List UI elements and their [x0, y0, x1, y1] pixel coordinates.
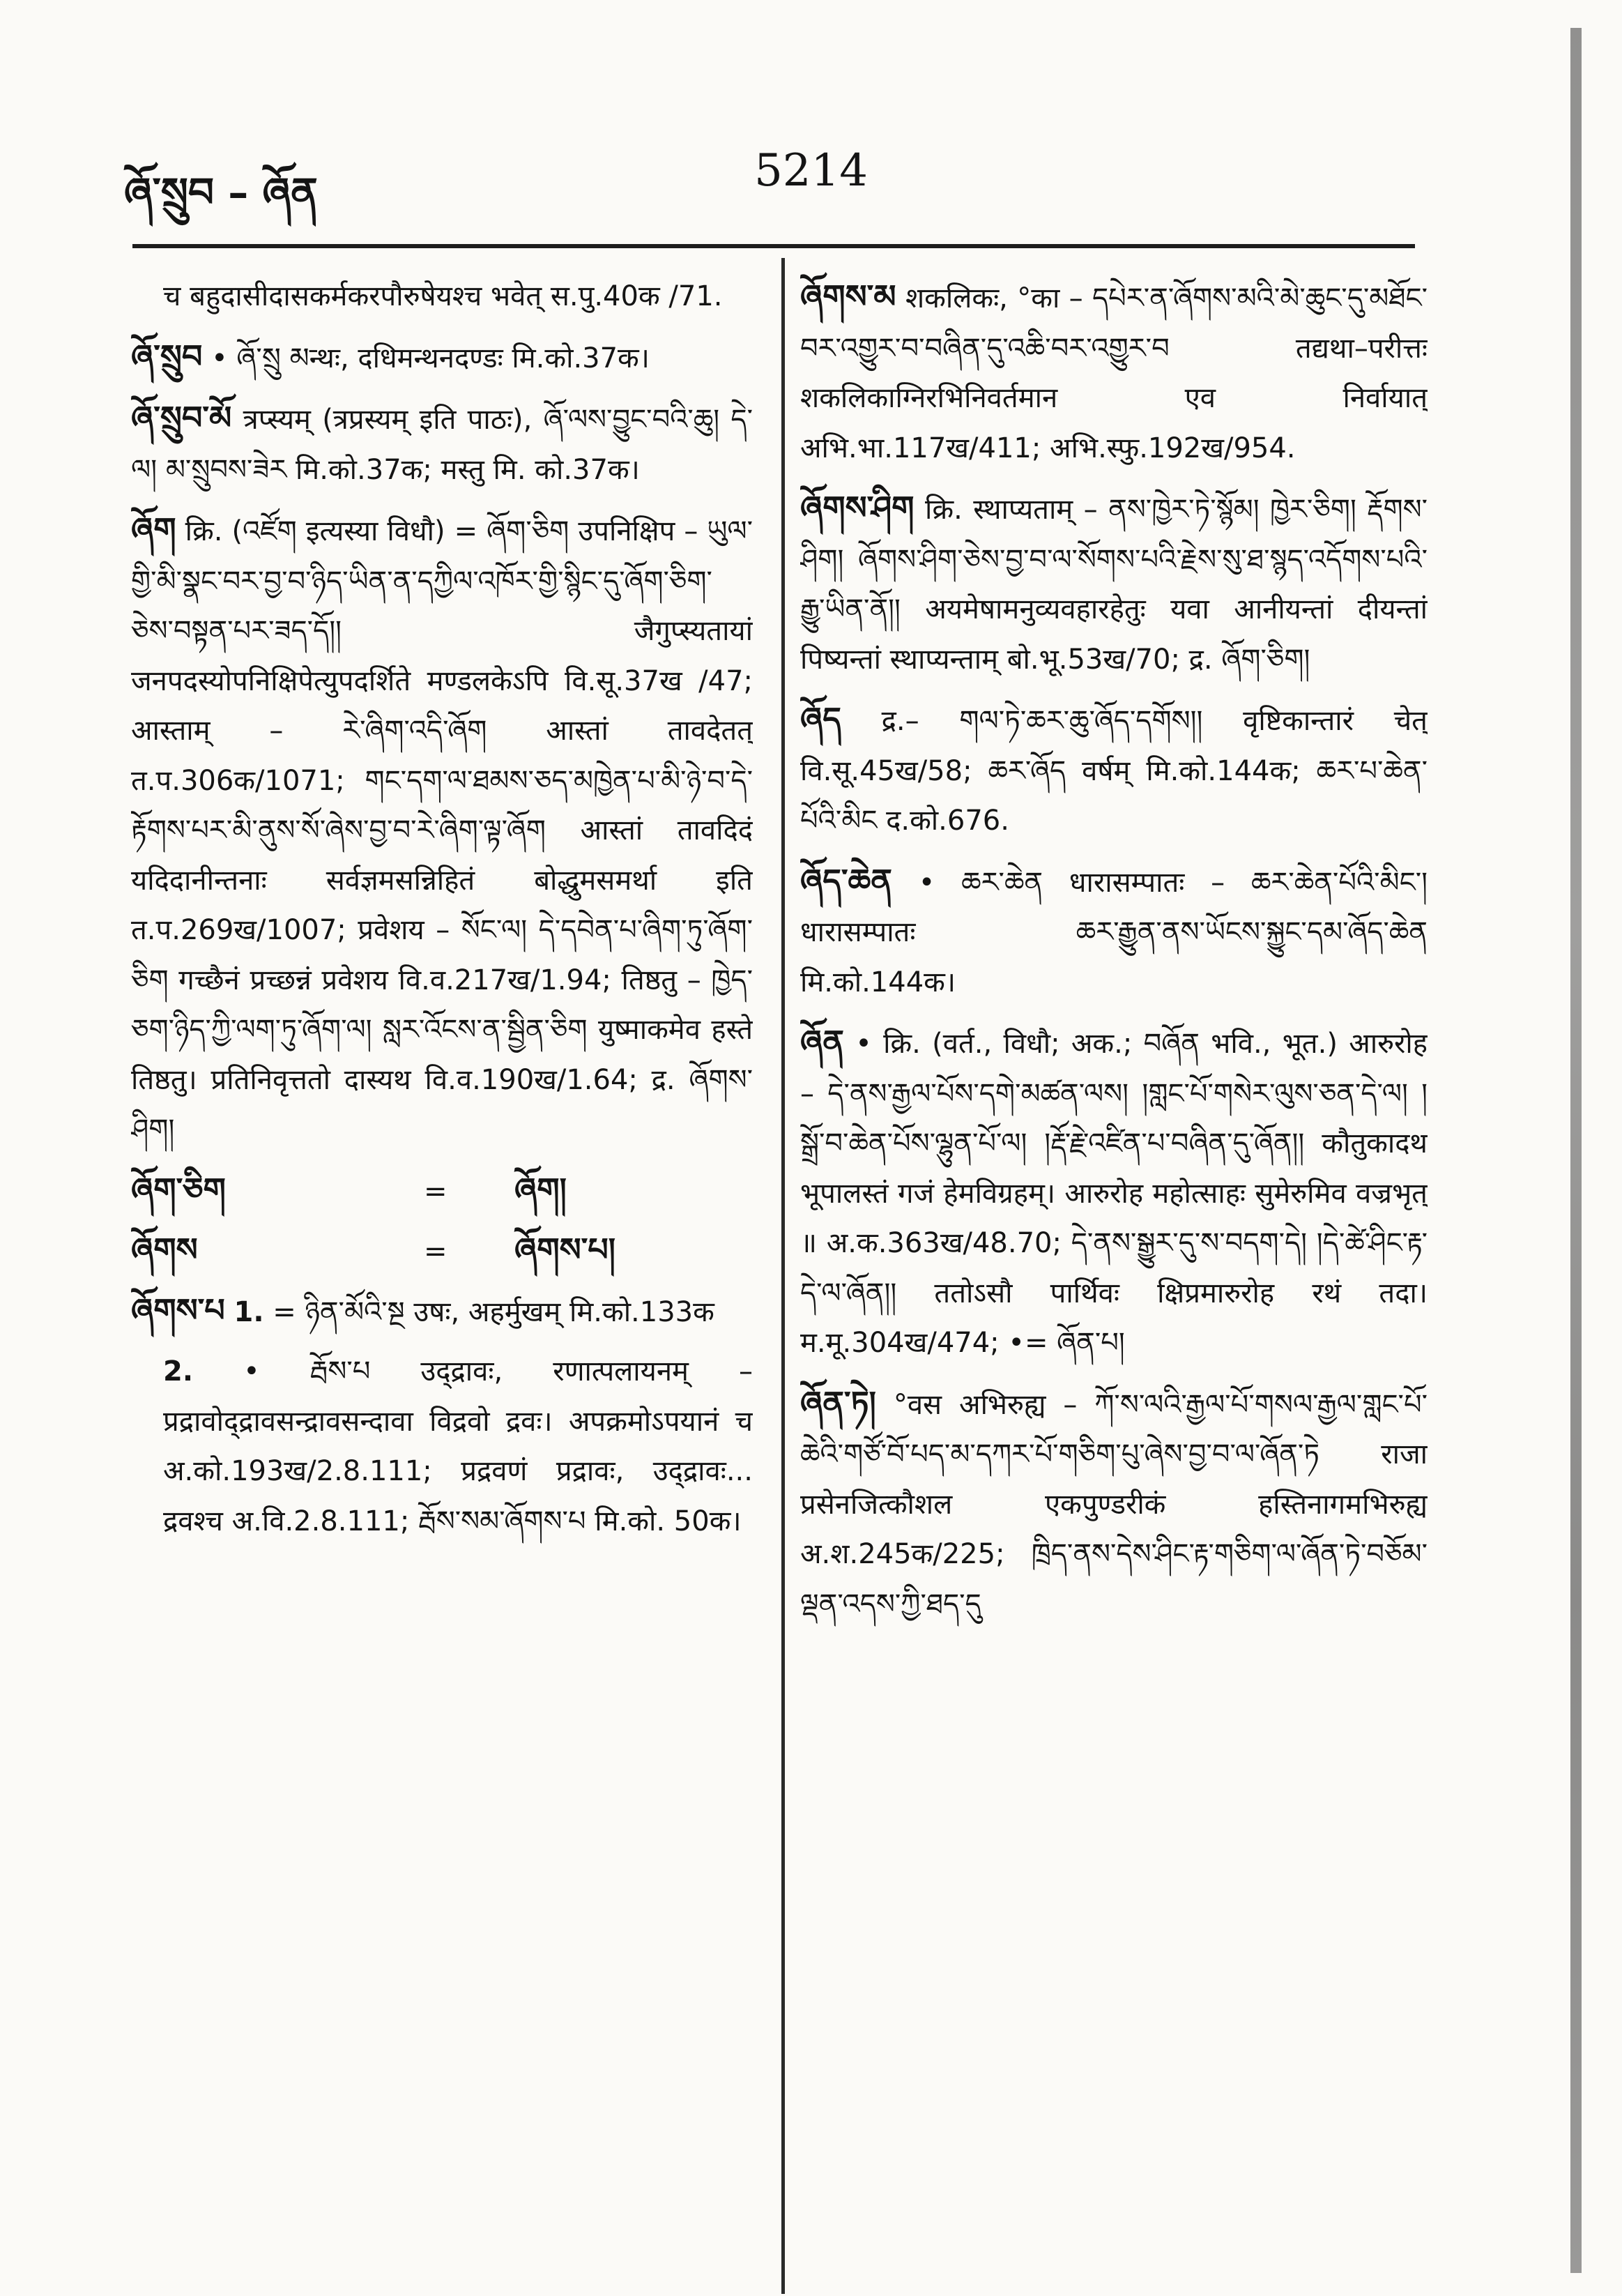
entry-text: • རྦོས་པ उद्द्रावः, रणात्पलायनम् – प्रद्रावोद्द्रावसन्द्रावसन्दावा विद्रवो द्रवः। अपक्रमोऽपयानं च अ.को.193ख/2.8.111; प्रद्रवणं प्रद्रावः, उद्द्रावः... द्रवश्च अ.वि.2.8.111; རྦོས་སམ་ཞོགས་པ मि.को. 50क। — [163, 1355, 753, 1537]
dictionary-entry — [800, 1378, 1428, 1630]
entry-headword: ཞོགས་མ — [800, 278, 896, 315]
left-column — [131, 272, 753, 2280]
page-number: 5214 — [754, 145, 868, 197]
cross-reference — [131, 1165, 753, 1217]
dictionary-entry — [131, 1286, 753, 1338]
dictionary-entry — [800, 272, 1428, 473]
entry-headword: ཞོན་ཏེ། — [800, 1383, 876, 1422]
dictionary-entry — [131, 393, 753, 495]
xref-target: ཞོགས་པ། — [514, 1231, 615, 1268]
xref-headword: ཞོག་ཅིག — [131, 1170, 226, 1208]
cross-reference — [131, 1225, 753, 1277]
entry-headword: ཞོག — [131, 510, 176, 548]
xref-headword: ཞོགས — [131, 1231, 198, 1268]
right-column — [800, 272, 1428, 2280]
entry-text: शकलिकः, °का – དཔེར་ན་ཞོགས་མའི་མེ་ཆུང་དུ་མཐོང་བར་འགྱུར་བ་བཞིན་དུ་འཆི་བར་འགྱུར་བ तद्यथा–परीत्तः शकलिकाग्निरभिनिवर्तमान एव निर्वायात् अभि.भा.117ख/411; अभि.स्फु.192ख/954. — [800, 282, 1428, 464]
scan-margin-bar — [1570, 28, 1582, 2273]
entry-text: = ཉིན་མོའི་སྔ उषः, अहर्मुखम् मि.को.133क — [273, 1295, 714, 1328]
dictionary-entry — [800, 1017, 1428, 1369]
entry-text: त्रप्स्यम् (त्रप्रस्यम् इति पाठः), ཞོ་ལས་བྱུང་བའི་ཆུ། དེ་ལ། མ་སྲུབས་ཟེར मि.को.37क; मस्तु मि. को.37क। — [131, 404, 753, 486]
entry-text: • क्रि. (वर्त., विधौ; अक.; བཞོན भवि., भूत.) आरुरोह – དེ་ནས་རྒྱལ་པོས་དགེ་མཚན་ལས། །གླང་པོ་གསེར་ལུས་ཅན་དེ་ལ། །སྒྲོ་བ་ཆེན་པོས་ལྷུན་པོ་ལ། །རྡོ་རྗེ་འཛིན་པ་བཞིན་དུ་ཞོན།། कौतुकादथ भूपालस्तं गजं हेमविग्रहम्। आरुरोह महोत्साहः सुमेरुमिव वज्रभृत् ॥ अ.क.363ख/48.70; དེ་ནས་སྒྱུར་དུ་ས་བདག་དེ། །དེ་ཚེ་ཤིང་རྟ་དེ་ལ་ཞོན།། ततोऽसौ पार्थिवः क्षिप्रमारुरोह रथं तदा। म.मू.304ख/474; •= ཞོན་པ། — [800, 1028, 1428, 1359]
dictionary-entry — [131, 505, 753, 1155]
xref-equals: = — [424, 1175, 447, 1208]
entry-text: °वस अभिरुह्य – ཀོ་ས་ལའི་རྒྱལ་པོ་གསལ་རྒྱལ་གླང་པོ་ཆེའི་གཙོ་བོ་པད་མ་དཀར་པོ་གཅིག་པུ་ཞེས་བྱ་བ་ལ་ཞོན་ཏེ राजा प्रसेनजित्कौशल एकपुण्डरीकं हस्तिनागमभिरुह्य अ.श.245क/225; ཁྲིད་ནས་དེས་ཤིང་རྟ་གཅིག་ལ་ཞོན་ཏེ་བཅོམ་ལྡན་འདས་ཀྱི་ཐད་དུ — [800, 1388, 1428, 1620]
sense-number: 2. — [163, 1355, 194, 1388]
dictionary-entry — [800, 694, 1428, 846]
entry-text: क्रि. स्थाप्यताम् – ནས་ཁྱེར་ཏེ་སྙོམ། ཁྱེར་ཅིག། རྡོགས་ཤིག། ཞོགས་ཤིག་ཅེས་བྱ་བ་ལ་སོགས་པའི་རྗེས་སུ་ཐ་སྙད་འདོགས་པའི་རྒྱུ་ཡིན་ནོ།། अयमेषामनुव्यवहारहेतुः यवा आनीयन्तां दीयन्तां पिष्यन्तां स्थाप्यन्ताम् बो.भू.53ख/70; द्र. ཞོག་ཅིག། — [800, 494, 1428, 676]
dictionary-entry — [131, 332, 753, 384]
sense-number: 1. — [234, 1295, 264, 1328]
column-divider — [781, 258, 785, 2294]
entry-text: • ཞོ་སྲུ མन्थः, दधिमन्थनदण्डः मि.को.37क। — [211, 342, 650, 374]
entry-headword: ཞོད — [800, 700, 841, 738]
entry-text: क्रि. (འཛོག इत्यस्या विधौ) = ཞོག་ཅིག उपनिक्षिप – ཡུལ་གྱི་མི་སྣང་བར་བྱ་བ་ཉིད་ཡིན་ན་དཀྱིལ་འཁོར་གྱི་སྙིང་དུ་ཞོག་ཅིག་ཅེས་བསྟན་པར་ཟད་དོ།། जैगुप्स्यतायां जनपदस्योपनिक्षिपेत्युपदर्शिते मण्डलकेऽपि वि.सू.37ख /47; आस्ताम् – རེ་ཞིག་འདི་ཞོག आस्तां तावदेतत् त.प.306क/1071; གང་དག་ལ་ཐམས་ཅད་མཁྱེན་པ་མི་ཉེ་བ་དེ་རྟོགས་པར་མི་ནུས་སོ་ཞེས་བྱ་བ་རེ་ཞིག་ལྟ་ཞོག आस्तां तावदिदं यदिदानीन्तनाः सर्वज्ञमसन्निहितं बोद्धुमसमर्था इति त.प.269ख/1007; प्रवेशय – སོང་ལ། དེ་དབེན་པ་ཞིག་ཏུ་ཞོག་ཅིག गच्छैनं प्रच्छन्नं प्रवेशय वि.व.217ख/1.94; तिष्ठतु – ཁྱེད་ཅག་ཉིད་ཀྱི་ལག་ཏུ་ཞོག་ལ། སླར་འོངས་ན་སྦྱིན་ཅིག युष्माकमेव हस्ते तिष्ठतु। प्रतिनिवृत्ततो दास्यथ वि.व.190ख/1.64; द्र. ཞོགས་ཤིག། — [131, 515, 753, 1146]
dictionary-entry — [131, 1347, 753, 1546]
entry-text: • ཆར་ཆེན धारासम्पातः – ཆར་ཆེན་པོའི་མིང་། धारासम्पातः ཆར་རྒྱུན་ནས་ཡོངས་སྐྱུང་དམ་ཞོད་ཆེན मि.को.144क। — [800, 866, 1428, 998]
xref-equals: = — [424, 1236, 447, 1268]
entry-headword: ཞོད་ཆེན — [800, 861, 892, 899]
entry-text: च बहुदासीदासकर्मकरपौरुषेयश्च भवेत् स.पु.40क /71. — [163, 280, 723, 312]
header-rule — [132, 244, 1415, 248]
dictionary-entry — [131, 272, 753, 322]
entry-text: द्र.– གལ་ཏེ་ཆར་ཆུ་ཞོད་དགོས།། वृष्टिकान्तारं चेत् वि.सू.45ख/58; ཆར་ཞོད वर्षम् मि.को.144क; ཆར་པ་ཆེན་པོའི་མིང द.को.676. — [800, 705, 1428, 837]
dictionary-entry — [800, 856, 1428, 1008]
entry-headword: ཞོགས་ཤིག — [800, 489, 915, 526]
entry-headword: ཞོ་སྲུབ — [131, 337, 203, 375]
entry-headword: ཞོ་སྲུབ་མོ — [131, 399, 232, 436]
xref-target: ཞོག། — [514, 1170, 567, 1208]
entry-headword: ཞོན — [800, 1023, 844, 1060]
running-head: ཞོ་སྲུབ – ཞོན — [124, 169, 318, 216]
dictionary-entry — [800, 483, 1428, 685]
entry-headword: ཞོགས་པ — [131, 1291, 225, 1329]
